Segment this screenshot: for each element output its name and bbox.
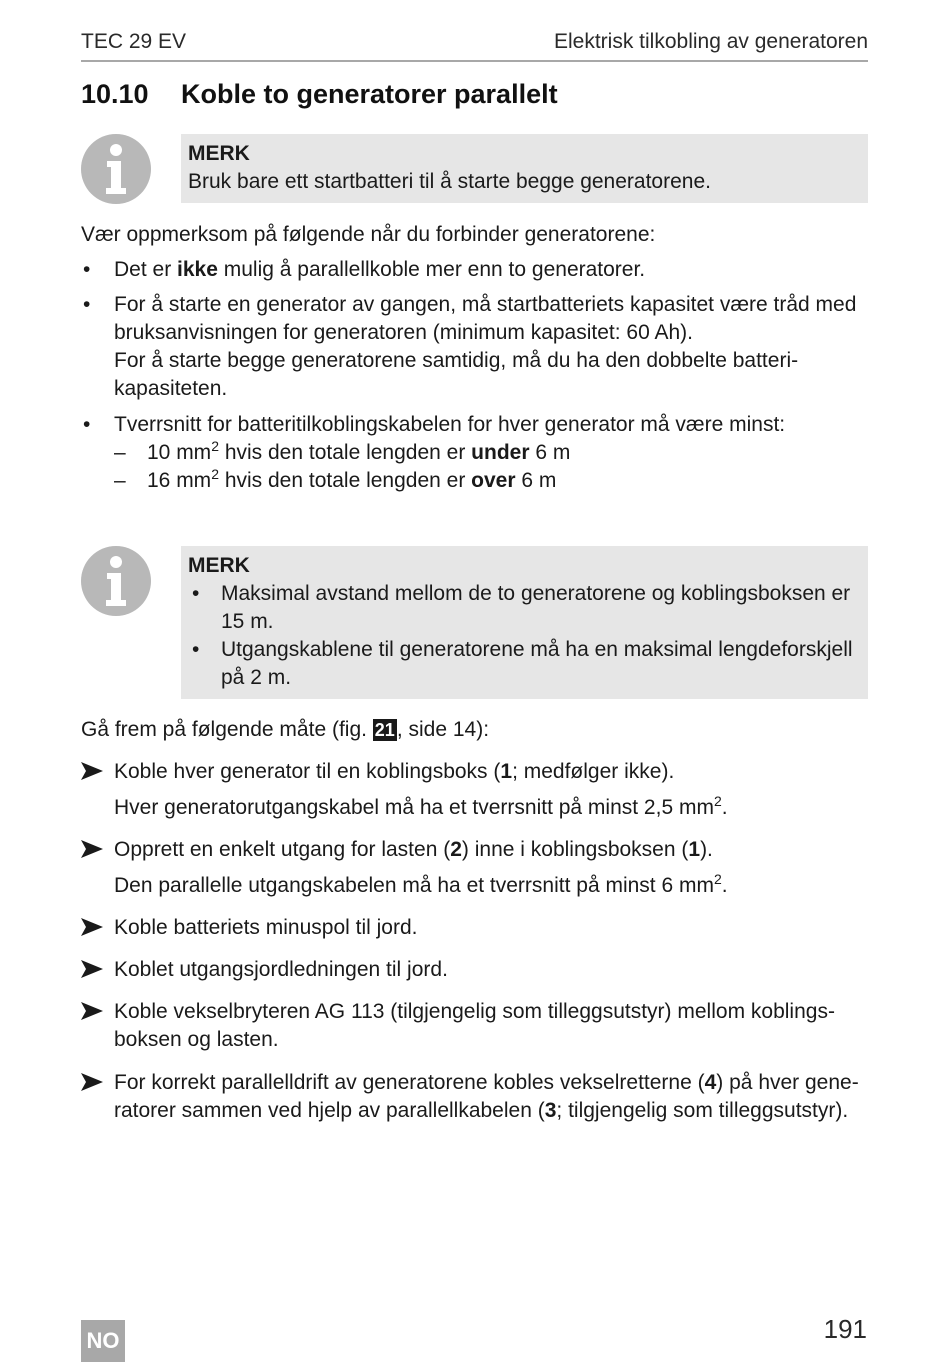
list-item [81,411,868,495]
info-icon [80,133,152,205]
arrow-right-icon [81,918,103,936]
intro-text: Vær oppmerksom på følgende når du forbinder generatorene: [81,223,656,246]
note-item-text: Maksimal avstand mellom de to generatorene og koblingsboksen er 15 m. [221,582,851,633]
sub-item-text: hvis den totale lengden er [218,441,472,464]
page-number: 191 [823,1314,867,1344]
arrow-right-icon [81,762,103,780]
header-divider [81,60,868,62]
bullet-text: Tverrsnitt for batteritilkoblingskabelen for hver generator må være minst: [114,413,786,436]
superscript: 2 [211,466,219,482]
bullet-text: mulig å parallellkoble mer enn to generatorer. [217,258,646,281]
step-text: Koble hver generator til en koblingsboks ( [114,760,501,783]
sub-list-item [114,467,868,495]
arrow-right-icon [81,960,103,978]
list-item [81,291,868,403]
bullet-icon: • [83,293,91,316]
sub-item-text: 6 m [529,441,571,464]
procedure-step [81,956,868,984]
note-title: MERK [188,142,250,165]
step-callout: 2 [450,838,462,861]
step-text: ) inne i koblingsboksen ( [461,838,689,861]
bullet-text: For å starte begge generatorene samtidig, må du ha den dobbelte batteri-kapasiteten. [114,349,799,400]
bullet-icon: • [83,258,91,281]
arrow-right-icon [81,1073,103,1091]
step-text: ; tilgjengelig som tilleggsutstyr). [556,1099,849,1122]
step-detail-text: . [721,796,728,819]
dash-icon: – [114,441,126,464]
language-badge: NO [81,1320,125,1362]
step-detail-text: Hver generatorutgangskabel må ha et tverrsnitt på minst 2,5 mm [114,796,714,819]
note-list-item [188,636,860,692]
note-box [181,546,868,699]
step-text: ; medfølger ikke). [512,760,675,783]
step-callout: 4 [704,1071,717,1094]
sub-item-emphasis: under [471,441,530,464]
figure-reference: 21 [374,720,395,740]
info-icon [80,545,152,617]
procedure-intro [81,716,868,744]
step-text: Koble vekselbryteren AG 113 (tilgjengelig som tilleggsutstyr) mellom koblings-boksen og lasten. [114,1000,835,1051]
bullet-icon: • [83,413,91,436]
bullet-icon: • [192,638,200,661]
step-detail-text: . [721,874,728,897]
section-number: 10.10 [81,79,149,109]
note-title: MERK [188,554,250,577]
procedure-step [81,998,868,1054]
step-detail [114,794,868,822]
dash-icon: – [114,469,126,492]
step-text: ) på hver gene-ratorer sammen ved hjelp av parallellkabelen ( [114,1071,859,1122]
superscript: 2 [713,871,722,887]
bullet-text: For å starte en generator av gangen, må startbatteriets kapasitet være tråd med bruksanvisningen for generatoren (minimum kapasitet: 60 Ah). [114,293,857,344]
sub-item-text: 6 m [515,469,557,492]
sub-item-emphasis: over [471,469,516,492]
list-item [81,256,868,284]
header-chapter: Elektrisk tilkobling av generatoren [554,30,868,53]
step-callout: 3 [544,1099,557,1122]
step-text: Koblet utgangsjordledningen til jord. [114,958,448,981]
step-text: ). [700,838,713,861]
note-item-text: Utgangskablene til generatorene må ha en maksimal lengdeforskjell på 2 m. [221,638,853,689]
sub-list-item [114,439,868,467]
section-title: Koble to generatorer parallelt [181,79,558,109]
step-text: For korrekt parallelldrift av generatorene kobles vekselretterne ( [114,1071,705,1094]
note-box [181,134,868,203]
note-list-item [188,580,860,636]
step-detail-text: Den parallelle utgangskabelen må ha et tverrsnitt på minst 6 mm [114,874,714,897]
sub-item-text: 16 mm [147,469,212,492]
step-text: Koble batteriets minuspol til jord. [114,916,418,939]
procedure-step [81,758,868,822]
sub-item-text: hvis den totale lengden er [218,469,472,492]
section-heading [81,79,558,110]
sub-item-text: 10 mm [147,441,212,464]
procedure-text: Gå frem på følgende måte (fig. [81,718,373,741]
procedure-text: , side 14): [396,718,490,741]
bullet-emphasis: ikke [177,258,218,281]
step-callout: 1 [500,760,513,783]
note-text: Bruk bare ett startbatteri til å starte begge generatorene. [188,170,711,193]
superscript: 2 [211,438,219,454]
step-detail [114,872,868,900]
step-callout: 1 [688,838,701,861]
header-product: TEC 29 EV [81,30,187,53]
procedure-step [81,914,868,942]
arrow-right-icon [81,1002,103,1020]
procedure-step [81,836,868,900]
step-text: Opprett en enkelt utgang for lasten ( [114,838,451,861]
superscript: 2 [713,793,722,809]
procedure-step [81,1069,868,1125]
arrow-right-icon [81,840,103,858]
bullet-icon: • [192,582,200,605]
bullet-text: Det er [114,258,178,281]
